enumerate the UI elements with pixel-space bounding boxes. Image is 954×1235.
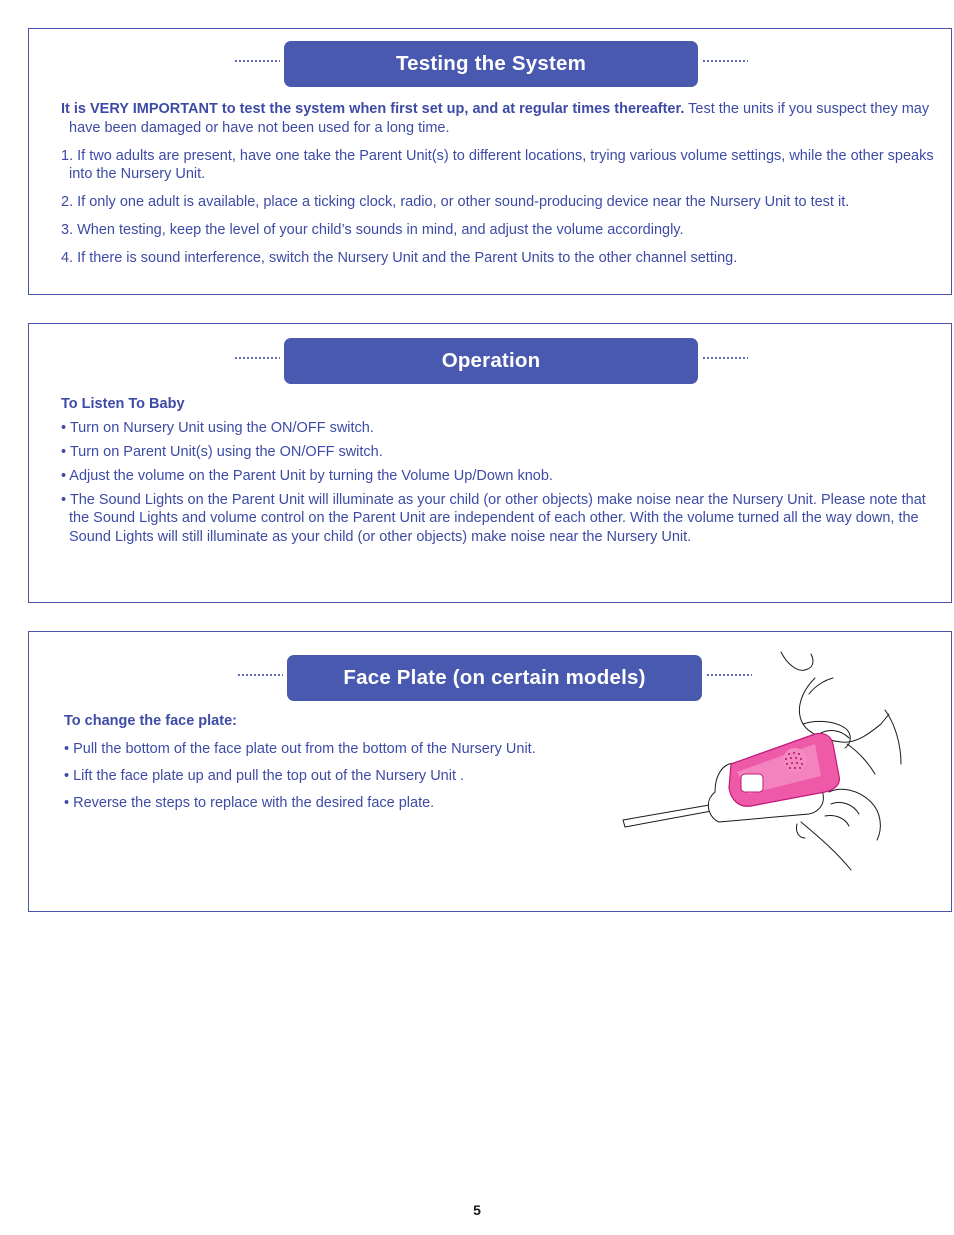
upper-hand <box>799 678 889 742</box>
list-item: • Turn on Nursery Unit using the ON/OFF switch. <box>61 419 374 436</box>
faceplate-section <box>28 631 952 912</box>
operation-content <box>61 395 937 552</box>
list-item: • Lift the face plate up and pull the top out of the Nursery Unit . <box>64 767 465 784</box>
list-item: • Pull the bottom of the face plate out from the bottom of the Nursery Unit. <box>64 740 536 757</box>
section-header <box>29 41 951 89</box>
hands-removing-face-plate-illustration <box>619 644 919 876</box>
faceplate-content <box>64 712 604 821</box>
test-step-4: 4. If there is sound interference, switch the Nursery Unit and the Parent Units to the other channel setting. <box>61 250 738 266</box>
speaker-grille <box>783 748 807 772</box>
intro-text: Test the units if you suspect they may have been damaged or have not been used for a long time. <box>69 101 930 136</box>
dotted-leader-left <box>237 673 283 677</box>
dotted-leader-left <box>234 59 280 63</box>
dotted-leader-right <box>702 356 748 360</box>
intro-bold-text: It is VERY IMPORTANT to test the system when first set up, and at regular times thereafter. <box>61 101 685 117</box>
operation-section <box>28 323 952 603</box>
list-item: • The Sound Lights on the Parent Unit will illuminate as your child (or other objects) make noise near the Nursery Unit. Please note that the Sound Lights and volume control on the Parent Unit are independent of each other. With the volume turned all the way down, the Sound Lights will still illuminate as your child (or other objects) make noise near the Nursery Unit. <box>61 491 926 545</box>
section-title: Operation <box>284 338 698 384</box>
section-title: Testing the System <box>284 41 698 87</box>
section-title: Face Plate (on certain models) <box>287 655 702 701</box>
test-step-2: 2. If only one adult is available, place a ticking clock, radio, or other sound-producing device near the Nursery Unit to test it. <box>61 194 850 210</box>
list-item: • Turn on Parent Unit(s) using the ON/OFF switch. <box>61 443 383 460</box>
test-step-1: 1. If two adults are present, have one take the Parent Unit(s) to different locations, trying various volume settings, while the other speaks into the Nursery Unit. <box>61 147 934 182</box>
subheading: To Listen To Baby <box>61 396 185 412</box>
intro-paragraph <box>61 100 937 137</box>
antenna <box>623 804 717 827</box>
list-item: • Adjust the volume on the Parent Unit by turning the Volume Up/Down knob. <box>61 467 553 484</box>
list-item: • Reverse the steps to replace with the desired face plate. <box>64 794 435 811</box>
testing-content <box>61 100 937 277</box>
face-plate-window <box>741 774 763 792</box>
test-step-3: 3. When testing, keep the level of your child’s sounds in mind, and adjust the volume accordingly. <box>61 222 684 238</box>
testing-section <box>28 28 952 295</box>
section-header <box>29 338 951 386</box>
dotted-leader-right <box>702 59 748 63</box>
subheading: To change the face plate: <box>64 713 237 729</box>
dotted-leader-left <box>234 356 280 360</box>
page-number: 5 <box>473 1202 481 1218</box>
